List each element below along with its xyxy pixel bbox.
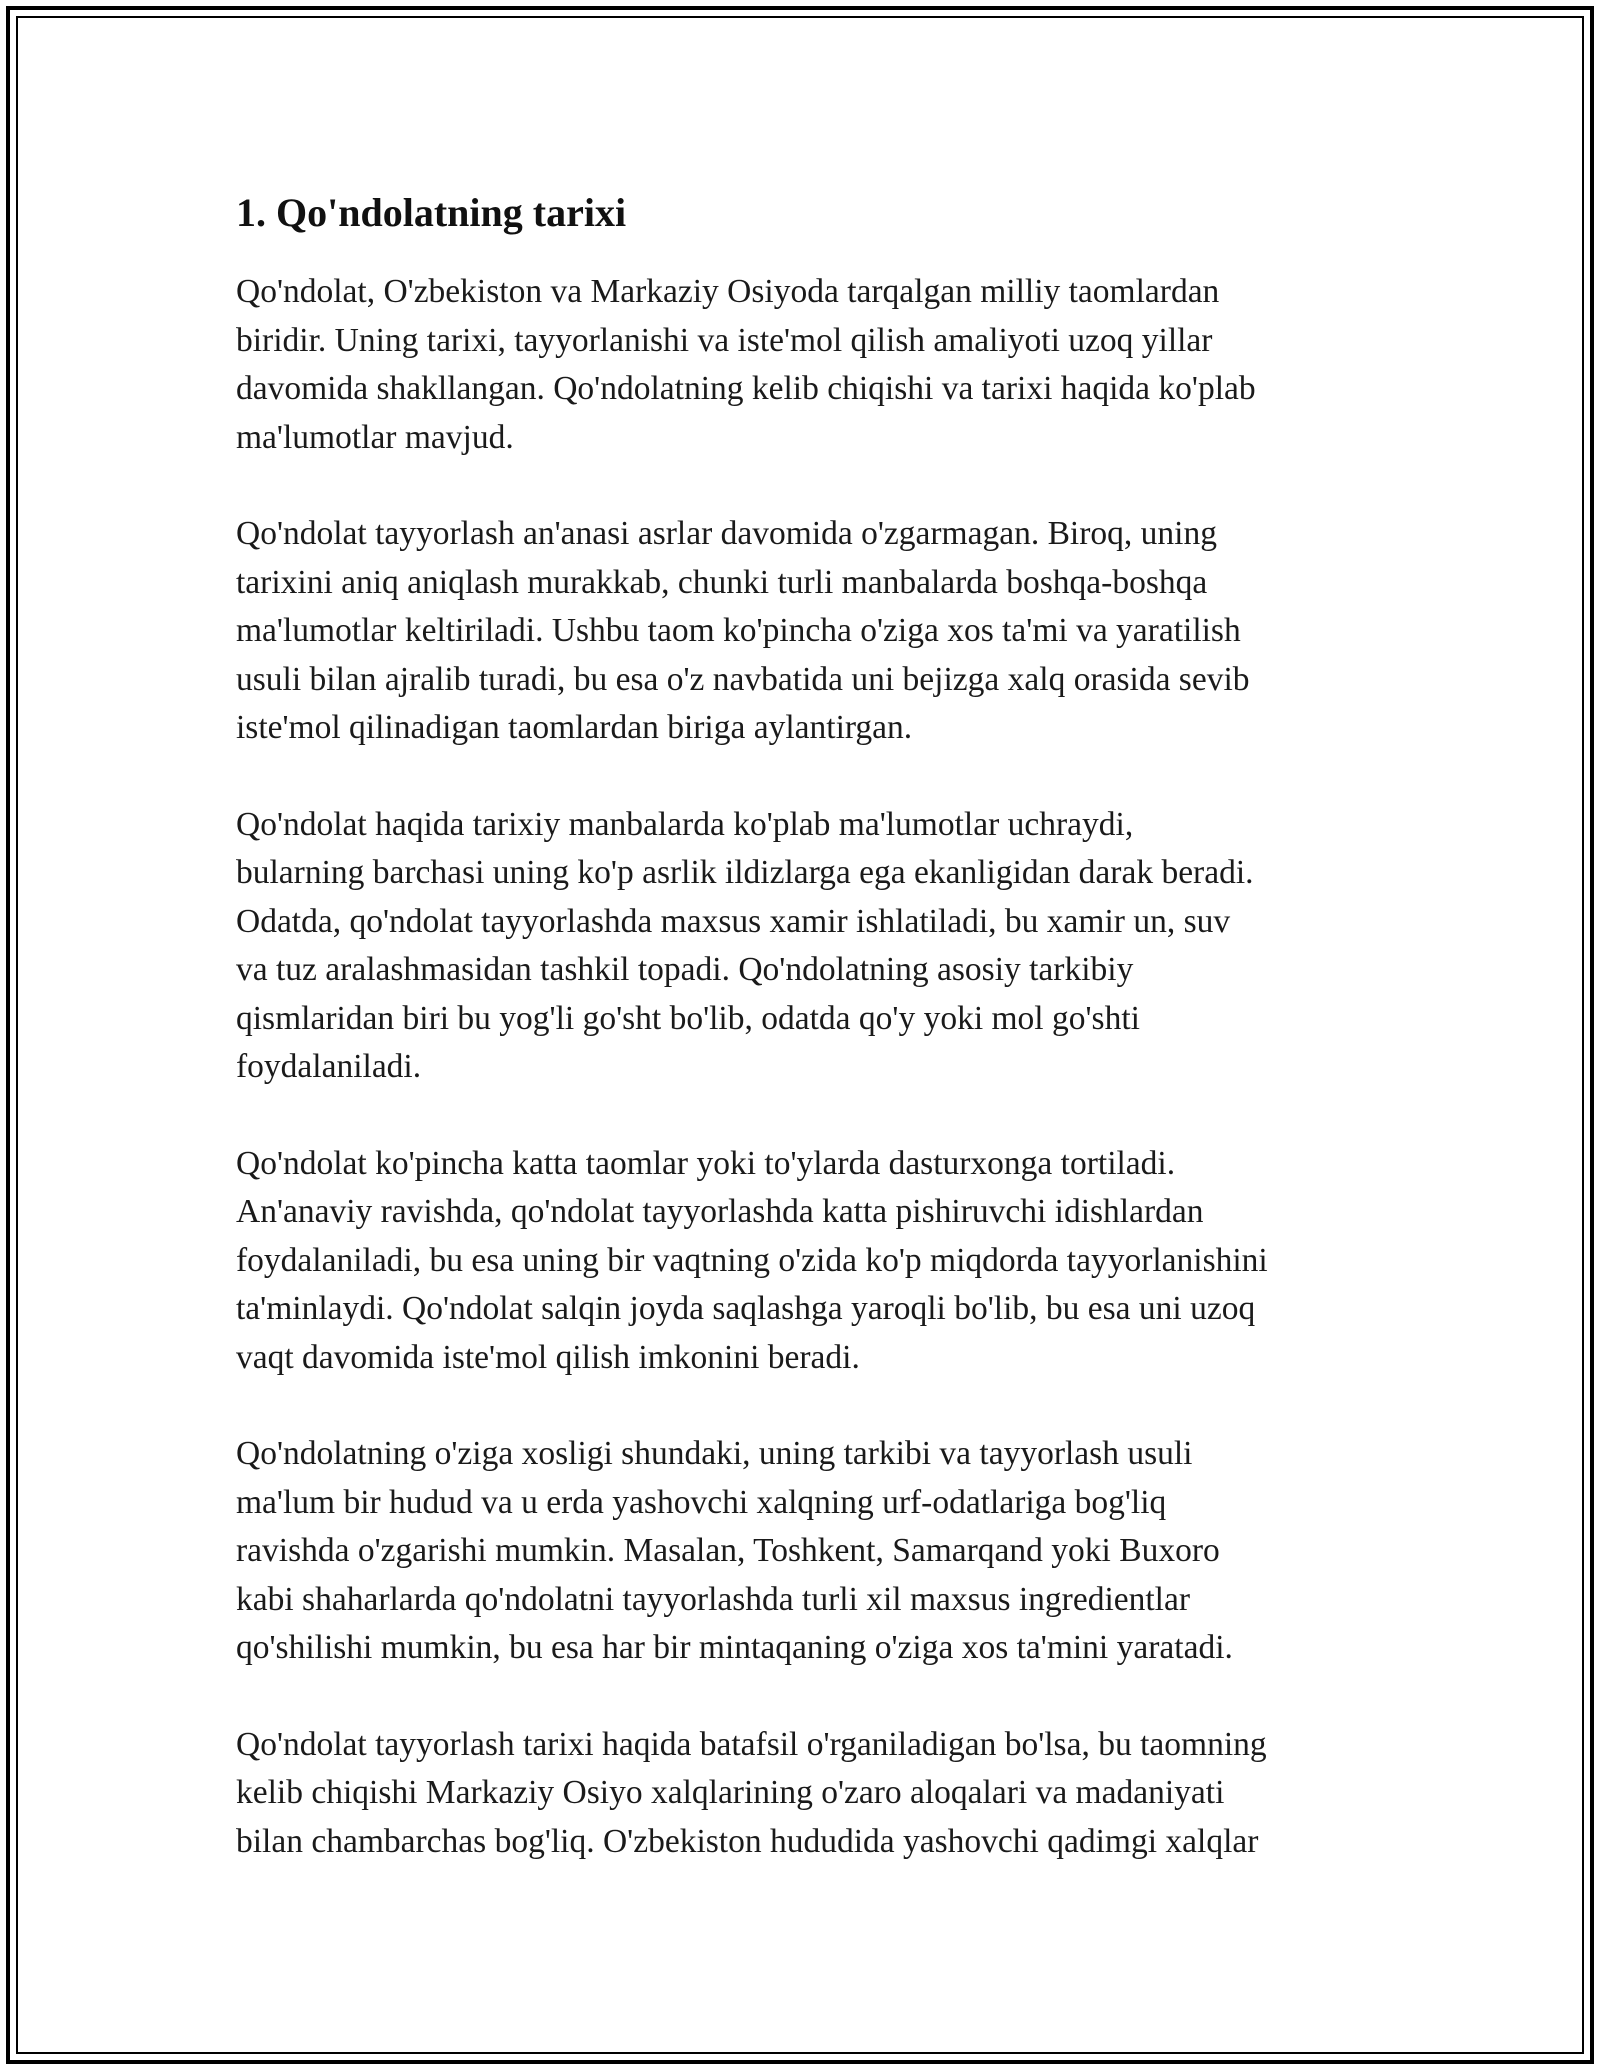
paragraph-line: Qo'ndolat tayyorlash tarixi haqida batafsil o'rganiladigan bo'lsa, bu taomning bbox=[236, 1725, 1267, 1763]
paragraph-line: Qo'ndolat tayyorlash an'anasi asrlar davomida o'zgarmagan. Biroq, uning bbox=[236, 515, 1217, 552]
paragraph-line: foydalaniladi, bu esa uning bir vaqtning o'zida ko'p miqdorda tayyorlanishini bbox=[236, 1241, 1268, 1279]
paragraph-line: kelib chiqishi Markaziy Osiyo xalqlarining o'zaro aloqalari va madaniyati bbox=[236, 1774, 1225, 1811]
paragraph-2 bbox=[236, 510, 1386, 753]
paragraph-line: bilan chambarchas bog'liq. O'zbekiston hududida yashovchi qadimgi xalqlar bbox=[236, 1822, 1259, 1860]
paragraph-line: bularning barchasi uning ko'p asrlik ildizlarga ega ekanligidan darak beradi. bbox=[236, 854, 1254, 891]
paragraph-line: Qo'ndolat, O'zbekiston va Markaziy Osiyoda tarqalgan milliy taomlardan bbox=[236, 273, 1220, 310]
paragraph-line: Odatda, qo'ndolat tayyorlashda maxsus xamir ishlatiladi, bu xamir un, suv bbox=[236, 902, 1231, 940]
paragraph-line: vaqt davomida iste'mol qilish imkonini beradi. bbox=[236, 1338, 860, 1376]
paragraph-6 bbox=[236, 1721, 1386, 1867]
paragraph-line: ta'minlaydi. Qo'ndolat salqin joyda saqlashga yaroqli bo'lib, bu esa uni uzoq bbox=[236, 1290, 1256, 1327]
paragraph-line: ravishda o'zgarishi mumkin. Masalan, Toshkent, Samarqand yoki Buxoro bbox=[236, 1532, 1220, 1569]
paragraph-line: ma'lum bir hudud va u erda yashovchi xalqning urf-odatlariga bog'liq bbox=[236, 1483, 1167, 1521]
paragraph-line: qismlaridan biri bu yog'li go'sht bo'lib, odatda qo'y yoki mol go'shti bbox=[236, 999, 1140, 1037]
document-body bbox=[236, 186, 1386, 1914]
paragraph-line: usuli bilan ajralib turadi, bu esa o'z navbatida uni bejizga xalq orasida sevib bbox=[236, 660, 1250, 698]
paragraph-line: tarixini aniq aniqlash murakkab, chunki turli manbalarda boshqa-boshqa bbox=[236, 563, 1208, 601]
paragraph-line: foydalaniladi. bbox=[236, 1048, 422, 1085]
paragraph-line: va tuz aralashmasidan tashkil topadi. Qo'ndolatning asosiy tarkibiy bbox=[236, 951, 1134, 988]
paragraph-line: kabi shaharlarda qo'ndolatni tayyorlashda turli xil maxsus ingredientlar bbox=[236, 1580, 1191, 1618]
paragraph-line: An'anaviy ravishda, qo'ndolat tayyorlashda katta pishiruvchi idishlardan bbox=[236, 1193, 1204, 1230]
paragraph-line: ma'lumotlar keltiriladi. Ushbu taom ko'pincha o'ziga xos ta'mi va yaratilish bbox=[236, 612, 1241, 649]
paragraph-line: ma'lumotlar mavjud. bbox=[236, 418, 514, 456]
paragraph-5 bbox=[236, 1430, 1386, 1673]
paragraph-1 bbox=[236, 268, 1386, 462]
document-title: 1. Qo'ndolatning tarixi bbox=[236, 190, 627, 235]
paragraph-4 bbox=[236, 1140, 1386, 1383]
paragraph-line: davomida shakllangan. Qo'ndolatning kelib chiqishi va tarixi haqida ko'plab bbox=[236, 370, 1256, 407]
paragraph-line: Qo'ndolat haqida tarixiy manbalarda ko'plab ma'lumotlar uchraydi, bbox=[236, 805, 1134, 843]
paragraph-line: Qo'ndolatning o'ziga xosligi shundaki, uning tarkibi va tayyorlash usuli bbox=[236, 1435, 1193, 1472]
paragraph-line: qo'shilishi mumkin, bu esa har bir mintaqaning o'ziga xos ta'mini yaratadi. bbox=[236, 1629, 1233, 1666]
paragraph-line: Qo'ndolat ko'pincha katta taomlar yoki to'ylarda dasturxonga tortiladi. bbox=[236, 1144, 1176, 1182]
paragraph-3 bbox=[236, 801, 1386, 1092]
paragraph-line: biridir. Uning tarixi, tayyorlanishi va iste'mol qilish amaliyoti uzoq yillar bbox=[236, 321, 1213, 359]
paragraph-line: iste'mol qilinadigan taomlardan biriga aylantirgan. bbox=[236, 709, 913, 746]
